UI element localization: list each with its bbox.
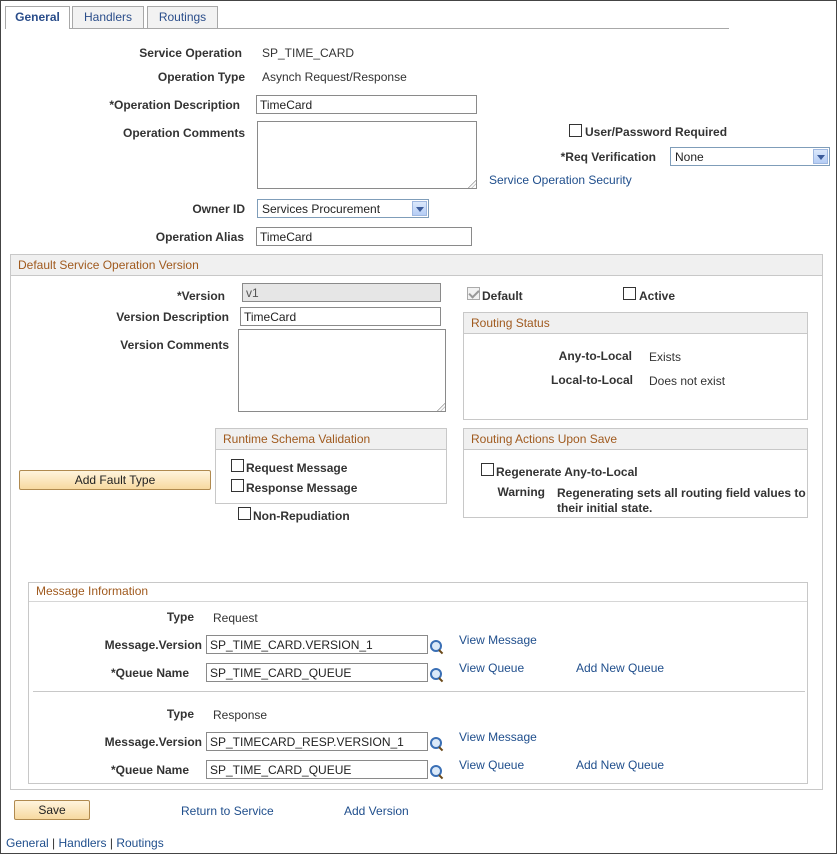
footer-nav-general[interactable]: General — [6, 836, 49, 850]
request-view-queue-link[interactable]: View Queue — [459, 661, 525, 675]
operation-alias-label: Operation Alias — [155, 230, 244, 244]
operation-alias-input[interactable] — [256, 227, 472, 246]
user-password-label: User/Password Required — [585, 125, 728, 139]
response-view-message-link[interactable]: View Message — [459, 730, 537, 744]
non-repudiation-label: Non-Repudiation — [253, 509, 350, 523]
operation-type-value: Asynch Request/Response — [262, 70, 407, 84]
operation-type-label: Operation Type — [157, 70, 245, 84]
owner-id-label: Owner ID — [192, 202, 245, 216]
owner-id-select[interactable] — [257, 199, 429, 218]
request-view-message-link[interactable]: View Message — [459, 633, 537, 647]
search-icon[interactable] — [430, 737, 444, 751]
tab-divider — [5, 28, 729, 29]
req-verification-select[interactable] — [670, 147, 830, 166]
save-button[interactable]: Save — [14, 800, 90, 820]
response-queue-name-label: *Queue Name — [110, 763, 189, 777]
non-repudiation-checkbox[interactable] — [238, 507, 251, 520]
default-version-header: Default Service Operation Version — [11, 255, 822, 276]
tab-general[interactable]: General — [5, 6, 70, 29]
search-icon[interactable] — [430, 668, 444, 682]
version-comments-textarea[interactable] — [238, 329, 446, 412]
any-to-local-value: Exists — [649, 350, 682, 364]
message-divider — [33, 691, 805, 692]
search-icon[interactable] — [430, 640, 444, 654]
req-verification-label: *Req Verification — [560, 150, 656, 164]
warning-text-line-2: their initial state. — [557, 501, 653, 515]
active-checkbox[interactable] — [623, 287, 636, 300]
chevron-down-icon — [412, 201, 427, 216]
response-message-label: Response Message — [246, 481, 358, 495]
req-verification-value: None — [675, 150, 704, 164]
return-to-service-link[interactable]: Return to Service — [181, 804, 274, 818]
response-type-label: Type — [166, 707, 194, 721]
version-description-label: Version Description — [116, 310, 229, 324]
resize-grip-icon[interactable] — [468, 180, 476, 188]
operation-comments-label: Operation Comments — [122, 126, 245, 140]
owner-id-value: Services Procurement — [262, 202, 381, 216]
version-comments-wrapper — [238, 329, 446, 412]
request-queue-name-label: *Queue Name — [110, 666, 189, 680]
service-operation-value: SP_TIME_CARD — [262, 46, 355, 60]
operation-comments-textarea[interactable] — [257, 121, 477, 189]
response-view-queue-link[interactable]: View Queue — [459, 758, 525, 772]
request-type-label: Type — [166, 610, 194, 624]
regenerate-any-to-local-label: Regenerate Any-to-Local — [496, 465, 638, 479]
local-to-local-label: Local-to-Local — [550, 373, 633, 387]
warning-text-line-1: Regenerating sets all routing field values to — [557, 486, 806, 500]
footer-nav-separator: | — [48, 836, 59, 850]
user-password-checkbox[interactable] — [569, 124, 582, 137]
version-description-input[interactable] — [240, 307, 441, 326]
default-label: Default — [482, 289, 523, 303]
search-icon[interactable] — [430, 765, 444, 779]
version-label: *Version — [176, 289, 225, 303]
routing-status-group — [463, 312, 808, 420]
request-add-new-queue-link[interactable]: Add New Queue — [576, 661, 665, 675]
request-message-checkbox[interactable] — [231, 459, 244, 472]
local-to-local-value: Does not exist — [649, 374, 726, 388]
message-information-group — [28, 582, 808, 784]
routing-actions-header: Routing Actions Upon Save — [464, 429, 807, 450]
service-operation-security-link[interactable]: Service Operation Security — [489, 173, 632, 187]
response-message-version-input[interactable] — [206, 732, 428, 751]
request-message-version-input[interactable] — [206, 635, 428, 654]
footer-nav — [6, 836, 164, 850]
request-queue-name-input[interactable] — [206, 663, 428, 682]
response-queue-name-input[interactable] — [206, 760, 428, 779]
add-version-link[interactable]: Add Version — [344, 804, 409, 818]
operation-description-label: *Operation Description — [109, 98, 240, 112]
routing-status-header: Routing Status — [464, 313, 807, 334]
schema-validation-header: Runtime Schema Validation — [216, 429, 446, 450]
default-checkbox — [467, 287, 480, 300]
resize-grip-icon[interactable] — [437, 403, 445, 411]
response-type-value: Response — [213, 708, 268, 722]
request-message-version-label: Message.Version — [104, 638, 202, 652]
active-label: Active — [639, 289, 676, 303]
tab-handlers[interactable]: Handlers — [72, 6, 144, 28]
regenerate-any-to-local-checkbox[interactable] — [481, 463, 494, 476]
version-input — [242, 283, 441, 302]
version-comments-label: Version Comments — [120, 338, 229, 352]
any-to-local-label: Any-to-Local — [558, 349, 632, 363]
response-message-version-label: Message.Version — [104, 735, 202, 749]
warning-label: Warning — [497, 485, 545, 499]
chevron-down-icon — [813, 149, 828, 164]
service-operation-label: Service Operation — [139, 46, 242, 60]
message-information-header: Message Information — [29, 583, 807, 602]
add-fault-type-button[interactable]: Add Fault Type — [19, 470, 211, 490]
operation-comments-wrapper — [257, 121, 477, 189]
response-message-checkbox[interactable] — [231, 479, 244, 492]
tab-routings[interactable]: Routings — [147, 6, 218, 28]
response-add-new-queue-link[interactable]: Add New Queue — [576, 758, 665, 772]
operation-description-input[interactable] — [256, 95, 477, 114]
footer-nav-handlers[interactable]: Handlers — [58, 836, 107, 850]
footer-nav-separator: | — [106, 836, 117, 850]
footer-nav-routings[interactable]: Routings — [116, 836, 164, 850]
request-message-label: Request Message — [246, 461, 348, 475]
request-type-value: Request — [213, 611, 258, 625]
